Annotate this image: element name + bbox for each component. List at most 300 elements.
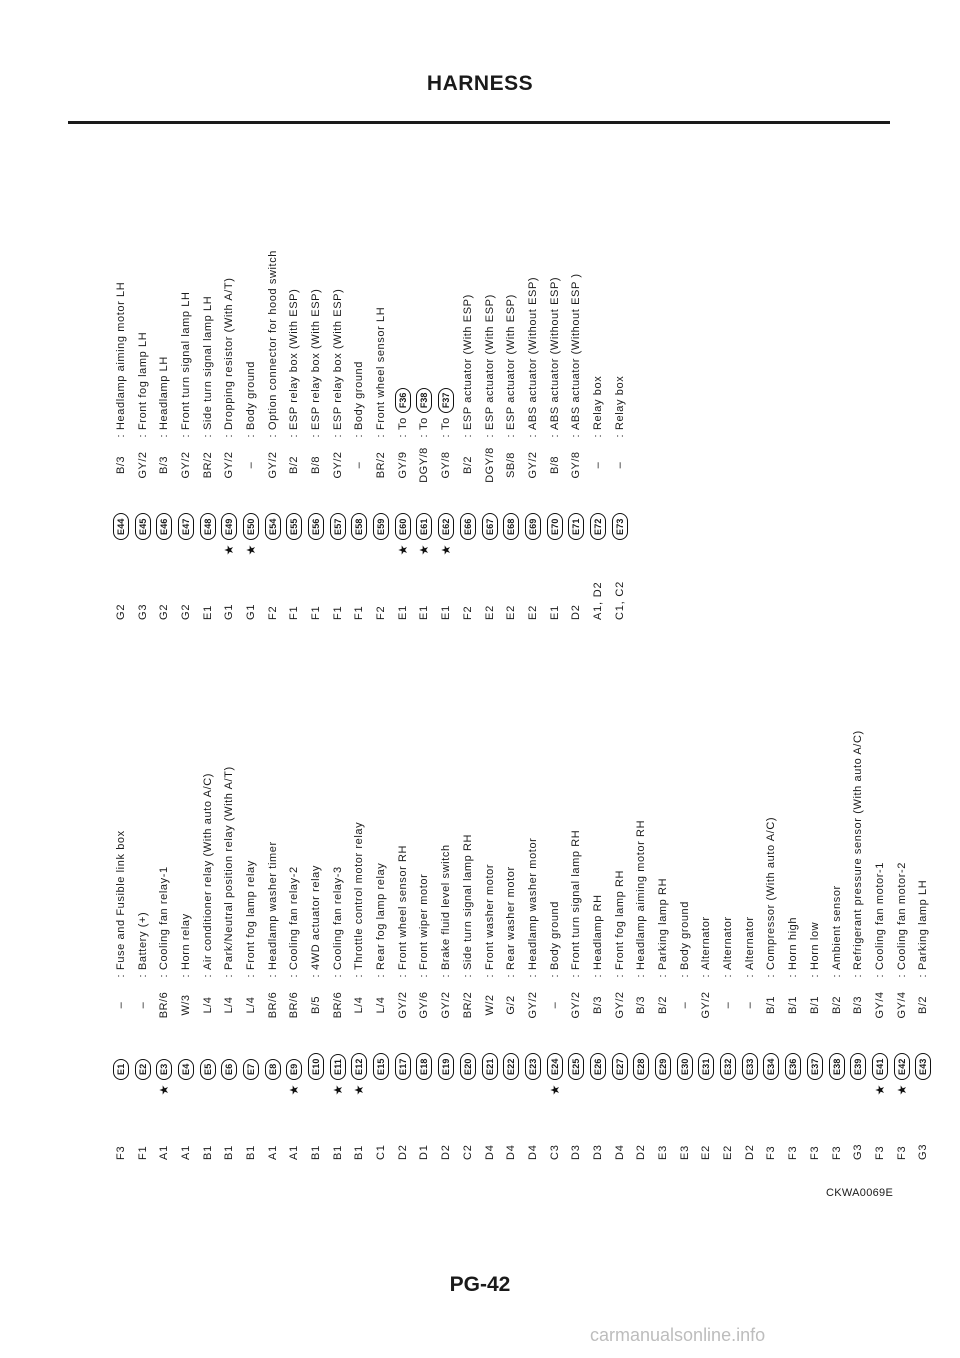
- connector-row: [522, 730, 544, 1160]
- wire-color: B/8: [310, 456, 323, 475]
- grid-reference: E1: [440, 604, 453, 620]
- separator: :: [179, 434, 192, 438]
- connector-row: [327, 730, 349, 1160]
- connector-row: [500, 730, 522, 1160]
- wire-color: GY/2: [136, 451, 149, 479]
- connector-description: Front turn signal lamp RH: [570, 829, 583, 970]
- separator: :: [244, 434, 257, 438]
- wire-color: BR/6: [266, 991, 279, 1019]
- grid-reference: A1, D2: [591, 581, 604, 620]
- wire-color: W/2: [483, 994, 496, 1016]
- separator: :: [375, 974, 388, 978]
- connector-row: [349, 250, 371, 620]
- grid-reference: B1: [310, 1144, 323, 1160]
- connector-row: [717, 730, 739, 1160]
- separator: :: [548, 974, 561, 978]
- connector-row: [240, 730, 262, 1160]
- connector-id-badge: E48: [200, 513, 216, 540]
- connector-description: Dropping resistor (With A/T): [223, 277, 236, 430]
- connector-description: Headlamp washer timer: [266, 841, 279, 970]
- grid-reference: G3: [136, 603, 149, 620]
- separator: :: [613, 974, 626, 978]
- separator: :: [114, 434, 127, 438]
- grid-reference: D2: [570, 604, 583, 620]
- connector-list-right: [110, 250, 631, 620]
- grid-reference: B1: [201, 1144, 214, 1160]
- connector-id-badge: E7: [243, 1059, 259, 1080]
- separator: :: [179, 974, 192, 978]
- star-icon: ★: [872, 1084, 887, 1096]
- grid-reference: G3: [917, 1143, 930, 1160]
- connector-description: Parking lamp LH: [917, 879, 930, 970]
- connector-row: [153, 250, 175, 620]
- connector-id-badge: E24: [547, 1053, 563, 1080]
- wire-color: B/1: [787, 996, 800, 1015]
- separator: :: [678, 974, 691, 978]
- separator: :: [201, 974, 214, 978]
- grid-reference: D1: [418, 1144, 431, 1160]
- connector-row: [284, 730, 306, 1160]
- connector-row: [132, 250, 154, 620]
- wire-color: L/4: [353, 996, 366, 1014]
- wire-color: B/1: [765, 996, 778, 1015]
- separator: :: [310, 434, 323, 438]
- separator: :: [570, 974, 583, 978]
- grid-reference: E2: [526, 604, 539, 620]
- connector-id-badge: E22: [503, 1053, 519, 1080]
- wire-color: GY/2: [223, 451, 236, 479]
- connector-id-badge: E17: [395, 1053, 411, 1080]
- wire-color: BR/2: [201, 451, 214, 479]
- wire-color: GY/8: [570, 451, 583, 479]
- separator: :: [895, 974, 908, 978]
- separator: :: [700, 974, 713, 978]
- star-icon: ★: [352, 1084, 367, 1096]
- connector-description: Compressor (With auto A/C): [765, 816, 778, 970]
- wire-color: SB/8: [505, 452, 518, 478]
- wire-color: B/3: [591, 996, 604, 1015]
- connector-description: Front turn signal lamp LH: [179, 291, 192, 430]
- connector-id-badge: E28: [633, 1053, 649, 1080]
- connector-row: [197, 730, 219, 1160]
- grid-reference: B1: [331, 1144, 344, 1160]
- connector-row: [739, 730, 761, 1160]
- connector-row: [826, 730, 848, 1160]
- connector-id-badge: E12: [351, 1053, 367, 1080]
- connector-row: [652, 730, 674, 1160]
- grid-reference: D4: [526, 1144, 539, 1160]
- grid-reference: E3: [678, 1144, 691, 1160]
- connector-row: [435, 250, 457, 620]
- grid-reference: E2: [722, 1144, 735, 1160]
- separator: :: [917, 974, 930, 978]
- wire-color: –: [613, 461, 626, 469]
- grid-reference: D4: [505, 1144, 518, 1160]
- connector-row: [132, 730, 154, 1160]
- connector-row: [218, 250, 240, 620]
- connector-row: [110, 730, 132, 1160]
- separator: :: [526, 974, 539, 978]
- watermark: carmanualsonline.info: [590, 1325, 766, 1345]
- connector-description: Brake fluid level switch: [440, 844, 453, 970]
- grid-reference: E2: [700, 1144, 713, 1160]
- connector-description: Alternator: [722, 916, 735, 970]
- connector-id-badge: E58: [351, 513, 367, 540]
- wire-color: GY/2: [570, 991, 583, 1019]
- connector-id-badge: E57: [330, 513, 346, 540]
- connector-id-badge: E69: [525, 513, 541, 540]
- page-number: PG-42: [449, 1273, 511, 1296]
- separator: :: [288, 974, 301, 978]
- wire-color: GY/2: [179, 451, 192, 479]
- wire-color: L/4: [375, 996, 388, 1014]
- separator: :: [418, 434, 431, 438]
- connector-id-badge: E55: [286, 513, 302, 540]
- separator: :: [331, 974, 344, 978]
- wire-color: BR/2: [375, 451, 388, 479]
- connector-description: Alternator: [743, 916, 756, 970]
- star-icon: ★: [439, 544, 454, 556]
- connector-row: [847, 730, 869, 1160]
- wire-color: –: [244, 461, 257, 469]
- connector-description: ESP actuator (With ESP): [483, 294, 496, 430]
- connector-row: [414, 250, 436, 620]
- connector-description: Body ground: [244, 361, 257, 430]
- connector-row: [175, 730, 197, 1160]
- separator: :: [331, 434, 344, 438]
- wire-color: BR/6: [331, 991, 344, 1019]
- to-connector-badge: F38: [416, 388, 432, 414]
- separator: :: [288, 434, 301, 438]
- connector-description: Rear washer motor: [505, 866, 518, 970]
- connector-description: Relay box: [613, 375, 626, 430]
- star-icon: ★: [330, 1084, 345, 1096]
- connector-id-badge: E50: [243, 513, 259, 540]
- separator: :: [505, 974, 518, 978]
- grid-reference: D2: [635, 1144, 648, 1160]
- connector-row: [110, 250, 132, 620]
- connector-row: [544, 730, 566, 1160]
- connector-id-badge: E10: [308, 1053, 324, 1080]
- separator: :: [353, 434, 366, 438]
- connector-row: [327, 250, 349, 620]
- connector-row: [175, 250, 197, 620]
- connector-row: [631, 730, 653, 1160]
- grid-reference: B1: [244, 1144, 257, 1160]
- connector-id-badge: E29: [655, 1053, 671, 1080]
- connector-description: Front fog lamp RH: [613, 869, 626, 970]
- connector-id-badge: E8: [265, 1059, 281, 1080]
- connector-description: Battery (+): [136, 911, 149, 970]
- connector-description: Fuse and Fusible link box: [114, 830, 127, 970]
- connector-row: [565, 250, 587, 620]
- to-connector-badge: F37: [438, 388, 454, 414]
- connector-id-badge: E27: [612, 1053, 628, 1080]
- star-icon: ★: [417, 544, 432, 556]
- connector-row: [392, 730, 414, 1160]
- grid-reference: F3: [873, 1145, 886, 1160]
- connector-row: [761, 730, 783, 1160]
- connector-description: ESP relay box (With ESP): [331, 288, 344, 430]
- connector-row: [479, 250, 501, 620]
- connector-id-badge: E54: [265, 513, 281, 540]
- connector-row: [912, 730, 934, 1160]
- grid-reference: F3: [114, 1145, 127, 1160]
- connector-row: [457, 730, 479, 1160]
- wire-color: B/5: [310, 996, 323, 1015]
- connector-id-badge: E37: [807, 1053, 823, 1080]
- grid-reference: F2: [461, 605, 474, 620]
- page-title: HARNESS: [426, 72, 534, 95]
- connector-id-badge: E56: [308, 513, 324, 540]
- grid-reference: D3: [591, 1144, 604, 1160]
- connector-description: Cooling fan motor-1: [873, 861, 886, 970]
- wire-color: B/2: [288, 456, 301, 475]
- separator: :: [873, 974, 886, 978]
- connector-id-badge: E15: [373, 1053, 389, 1080]
- connector-id-badge: E26: [590, 1053, 606, 1080]
- connector-id-badge: E32: [720, 1053, 736, 1080]
- connector-row: [522, 250, 544, 620]
- connector-row: [587, 730, 609, 1160]
- connector-description: Cooling fan relay-3: [331, 866, 344, 970]
- wire-color: B/8: [548, 456, 561, 475]
- connector-id-badge: E73: [612, 513, 628, 540]
- connector-description: ABS actuator (Without ESP): [526, 276, 539, 430]
- grid-reference: G1: [223, 603, 236, 620]
- wire-color: –: [548, 1001, 561, 1009]
- connector-row: [696, 730, 718, 1160]
- connector-description: Front washer motor: [483, 863, 496, 970]
- connector-id-badge: E44: [113, 513, 129, 540]
- connector-id-badge: E42: [894, 1053, 910, 1080]
- grid-reference: F1: [331, 605, 344, 620]
- grid-reference: F3: [787, 1145, 800, 1160]
- grid-reference: E1: [418, 604, 431, 620]
- connector-id-badge: E71: [568, 513, 584, 540]
- connector-row: [305, 250, 327, 620]
- grid-reference: F1: [310, 605, 323, 620]
- connector-row: [262, 250, 284, 620]
- grid-reference: D2: [743, 1144, 756, 1160]
- connector-description: Cooling fan relay-2: [288, 866, 301, 970]
- connector-id-badge: E4: [178, 1059, 194, 1080]
- connector-row: [153, 730, 175, 1160]
- grid-reference: C3: [548, 1144, 561, 1160]
- connector-description: Headlamp aiming motor RH: [635, 819, 648, 970]
- grid-reference: G3: [852, 1143, 865, 1160]
- connector-row: [392, 250, 414, 620]
- separator: :: [158, 974, 171, 978]
- connector-description: Front fog lamp LH: [136, 331, 149, 430]
- separator: :: [591, 434, 604, 438]
- separator: :: [114, 974, 127, 978]
- grid-reference: F3: [895, 1145, 908, 1160]
- wire-color: B/3: [158, 456, 171, 475]
- connector-description: Alternator: [700, 916, 713, 970]
- connector-description: ESP relay box (With ESP): [288, 288, 301, 430]
- connector-description: Rear fog lamp relay: [375, 862, 388, 970]
- connector-list-left: [110, 730, 934, 1160]
- connector-row: [370, 250, 392, 620]
- connector-description: Relay box: [591, 375, 604, 430]
- separator: :: [136, 434, 149, 438]
- grid-reference: F1: [353, 605, 366, 620]
- grid-reference: C1: [375, 1144, 388, 1160]
- separator: :: [310, 974, 323, 978]
- connector-id-badge: E20: [460, 1053, 476, 1080]
- grid-reference: F3: [830, 1145, 843, 1160]
- separator: :: [418, 974, 431, 978]
- connector-description: Side turn signal lamp RH: [461, 833, 474, 970]
- wire-color: W/3: [179, 994, 192, 1016]
- grid-reference: G2: [114, 603, 127, 620]
- connector-description: Cooling fan motor-2: [895, 861, 908, 970]
- star-icon: ★: [222, 544, 237, 556]
- connector-id-badge: E39: [850, 1053, 866, 1080]
- connector-id-badge: E72: [590, 513, 606, 540]
- connector-id-badge: E11: [330, 1054, 346, 1080]
- connector-id-badge: E38: [829, 1053, 845, 1080]
- separator: :: [635, 974, 648, 978]
- connector-id-badge: E46: [156, 513, 172, 540]
- wire-color: GY/2: [266, 451, 279, 479]
- connector-description: Parking lamp RH: [657, 877, 670, 970]
- star-icon: ★: [547, 1084, 562, 1096]
- connector-row: [609, 250, 631, 620]
- wire-color: GY/2: [331, 451, 344, 479]
- connector-id-badge: E25: [568, 1053, 584, 1080]
- separator: :: [223, 974, 236, 978]
- wire-color: GY/2: [700, 991, 713, 1019]
- connector-row: [609, 730, 631, 1160]
- connector-id-badge: E41: [872, 1053, 888, 1080]
- connector-description: Horn relay: [179, 913, 192, 970]
- connector-description: ABS actuator (Without ESP ): [570, 273, 583, 430]
- header-divider: [68, 121, 890, 124]
- grid-reference: E1: [201, 604, 214, 620]
- wire-color: BR/6: [158, 991, 171, 1019]
- separator: :: [548, 434, 561, 438]
- connector-id-badge: E2: [135, 1059, 151, 1080]
- separator: :: [852, 974, 865, 978]
- wire-color: L/4: [223, 996, 236, 1014]
- connector-id-badge: E62: [438, 513, 454, 540]
- connector-id-badge: E68: [503, 513, 519, 540]
- wire-color: GY/2: [396, 991, 409, 1019]
- connector-description: Cooling fan relay-1: [158, 866, 171, 970]
- separator: :: [201, 434, 214, 438]
- separator: :: [266, 434, 279, 438]
- separator: :: [440, 434, 453, 438]
- connector-description: Refrigerant pressure sensor (With auto A/C): [852, 730, 865, 970]
- connector-row: [869, 730, 891, 1160]
- connector-description: Front wheel sensor RH: [396, 844, 409, 970]
- grid-reference: D3: [570, 1144, 583, 1160]
- connector-row: [435, 730, 457, 1160]
- separator: :: [158, 434, 171, 438]
- wire-color: B/3: [635, 996, 648, 1015]
- connector-row: [370, 730, 392, 1160]
- wire-color: GY/2: [526, 451, 539, 479]
- wire-color: B/3: [114, 456, 127, 475]
- connector-id-badge: E47: [178, 513, 194, 540]
- to-connector-badge: F36: [395, 388, 411, 414]
- connector-description: Headlamp aiming motor LH: [114, 281, 127, 430]
- grid-reference: E3: [657, 1144, 670, 1160]
- grid-reference: E2: [483, 604, 496, 620]
- connector-description: Air conditioner relay (With auto A/C): [201, 772, 214, 970]
- grid-reference: F1: [288, 605, 301, 620]
- wire-color: G/2: [505, 995, 518, 1015]
- wire-color: –: [136, 1001, 149, 1009]
- connector-description: Body ground: [548, 901, 561, 970]
- grid-reference: F2: [375, 605, 388, 620]
- separator: :: [765, 974, 778, 978]
- star-icon: ★: [157, 1084, 172, 1096]
- separator: :: [743, 974, 756, 978]
- grid-reference: B1: [223, 1144, 236, 1160]
- connector-description: Body ground: [678, 901, 691, 970]
- connector-description: To: [396, 417, 409, 430]
- separator: :: [396, 434, 409, 438]
- connector-description: To: [418, 417, 431, 430]
- grid-reference: F3: [765, 1145, 778, 1160]
- wire-color: L/4: [244, 996, 257, 1014]
- grid-reference: D2: [396, 1144, 409, 1160]
- grid-reference: A1: [288, 1144, 301, 1160]
- star-icon: ★: [287, 1084, 302, 1096]
- connector-row: [349, 730, 371, 1160]
- separator: :: [223, 434, 236, 438]
- connector-id-badge: E23: [525, 1053, 541, 1080]
- wire-color: BR/2: [461, 991, 474, 1019]
- wire-color: B/1: [808, 996, 821, 1015]
- wire-color: DGY/8: [418, 447, 431, 483]
- connector-row: [240, 250, 262, 620]
- separator: :: [526, 434, 539, 438]
- connector-description: Front wiper motor: [418, 873, 431, 970]
- wire-color: DGY/8: [483, 447, 496, 483]
- star-icon: ★: [243, 544, 258, 556]
- connector-id-badge: E60: [395, 513, 411, 540]
- connector-id-badge: E59: [373, 513, 389, 540]
- grid-reference: F2: [266, 605, 279, 620]
- separator: :: [266, 974, 279, 978]
- connector-description: ESP relay box (With ESP): [310, 288, 323, 430]
- grid-reference: G2: [179, 603, 192, 620]
- separator: :: [808, 974, 821, 978]
- wire-color: BR/6: [288, 991, 301, 1019]
- wire-color: B/2: [917, 996, 930, 1015]
- wire-color: GY/2: [613, 991, 626, 1019]
- wire-color: B/2: [830, 996, 843, 1015]
- connector-description: Park/Neutral position relay (With A/T): [223, 766, 236, 970]
- wire-color: –: [591, 461, 604, 469]
- connector-description: Ambient sensor: [830, 885, 843, 970]
- separator: :: [657, 974, 670, 978]
- grid-reference: A1: [179, 1144, 192, 1160]
- grid-reference: C2: [461, 1144, 474, 1160]
- connector-id-badge: E67: [482, 513, 498, 540]
- connector-description: ESP actuator (With ESP): [461, 294, 474, 430]
- connector-description: Front wheel sensor LH: [375, 306, 388, 430]
- connector-row: [500, 250, 522, 620]
- wire-color: GY/8: [440, 451, 453, 479]
- wire-color: GY/6: [418, 991, 431, 1019]
- wire-color: GY/4: [895, 991, 908, 1019]
- connector-id-badge: E36: [785, 1053, 801, 1080]
